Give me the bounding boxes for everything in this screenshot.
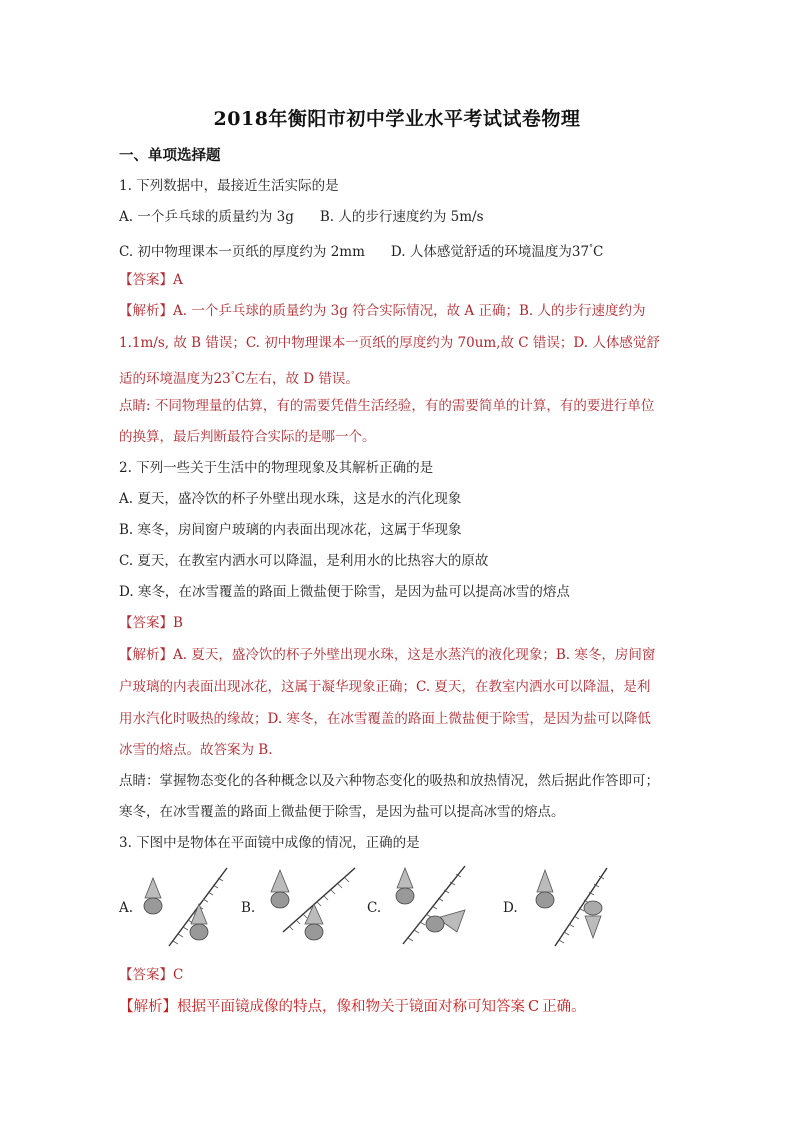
mirror-figure-c	[391, 862, 487, 950]
q1-answer	[119, 271, 183, 289]
q1-analysis-line-3: 适的环境温度为23°C左右，故 D 错误。	[119, 370, 359, 387]
q3-stem: 3. 下图中是物体在平面镜中成像的情况，正确的是	[119, 835, 420, 851]
q3-answer	[119, 966, 183, 984]
degree-symbol: °	[230, 370, 235, 379]
degree-symbol: °	[589, 243, 594, 252]
candle-object-c	[396, 868, 414, 904]
mirror-figure-b	[265, 862, 361, 950]
figure-label-c: C.	[367, 900, 382, 916]
q2-option-d: D. 寒冬，在冰雪覆盖的路面上微盐便于除雪，是因为盐可以提高冰雪的熔点	[119, 584, 570, 600]
q2-analysis-line-3: 用水汽化时吸热的缘故；D. 寒冬，在冰雪覆盖的路面上微盐便于除雪，是因为盐可以降低	[119, 711, 651, 727]
section-title: 一、单项选择题	[119, 147, 221, 164]
candle-image-a	[190, 904, 208, 940]
q2-analysis-line-2: 户玻璃的内表面出现冰花，这属于凝华现象正确；C. 夏天，在教室内洒水可以降温，是利	[119, 679, 651, 695]
q3-analysis: 【解析】根据平面镜成像的特点，像和物关于镜面对称可知答案 C 正确。	[119, 999, 586, 1015]
q2-option-c: C. 夏天，在教室内洒水可以降温，是利用水的比热容大的原故	[119, 553, 489, 569]
answer-value: B	[173, 615, 183, 631]
candle-image-c	[426, 910, 465, 932]
analysis-label: 【解析】	[119, 647, 173, 663]
q1-options-cd	[119, 239, 603, 261]
q2-option-b: B. 寒冬，房间窗户玻璃的内表面出现冰花，这属于华现象	[119, 522, 462, 538]
candle-object-a	[144, 878, 162, 914]
figure-label-d: D.	[503, 900, 518, 916]
candle-object-d	[536, 870, 554, 908]
figure-label-b: B.	[241, 900, 256, 916]
figure-label-a: A.	[119, 900, 134, 916]
q1-option-d: D. 人体感觉舒适的环境温度为37°C	[390, 243, 604, 260]
candle-object-b	[271, 870, 289, 908]
q2-analysis-line-1: 【解析】A. 夏天，盛冷饮的杯子外壁出现水珠，这是水蒸汽的液化现象；B. 寒冬，房间窗	[119, 647, 656, 663]
analysis-label: 【解析】	[119, 303, 173, 319]
q1-point-line-1: 点睛: 不同物理量的估算，有的需要凭借生活经验，有的需要简单的计算，有的要进行单位	[119, 398, 655, 414]
q1-stem: 1. 下列数据中，最接近生活实际的是	[119, 178, 339, 194]
candle-image-d	[584, 901, 602, 938]
q1-options-ab	[119, 208, 484, 226]
q1-analysis-line-2: 1.1m/s, 故 B 错误；C. 初中物理课本一页纸的厚度约为 70um,故 C 错误；D. 人体感觉舒	[119, 335, 660, 351]
q2-stem: 2. 下列一些关于生活中的物理现象及其解析正确的是	[119, 460, 434, 476]
q2-answer	[119, 614, 183, 632]
q1-option-c: C. 初中物理课本一页纸的厚度约为 2mm	[119, 244, 365, 260]
q2-analysis-line-4: 冰雪的熔点。故答案为 B.	[119, 742, 273, 758]
mirror-figure-d	[527, 862, 623, 950]
q2-point-line-1: 点睛：掌握物态变化的各种概念以及六种物态变化的吸热和放热情况，然后据此作答即可；	[119, 773, 659, 789]
q3-figures	[119, 862, 619, 952]
page-title: 2018年衡阳市初中学业水平考试试卷物理	[213, 108, 581, 130]
q2-point-line-2: 寒冬，在冰雪覆盖的路面上微盐便于除雪，是因为盐可以提高冰雪的熔点。	[119, 804, 565, 820]
q1-option-a: A. 一个乒乓球的质量约为 3g	[119, 209, 294, 225]
answer-label: 【答案】	[119, 967, 173, 983]
mirror-figure-a	[141, 862, 237, 950]
answer-value: A	[173, 272, 183, 288]
analysis-label: 【解析】	[119, 999, 177, 1015]
answer-label: 【答案】	[119, 615, 173, 631]
answer-value: C	[173, 967, 184, 983]
answer-label: 【答案】	[119, 272, 173, 288]
q2-option-a: A. 夏天，盛冷饮的杯子外壁出现水珠，这是水的汽化现象	[119, 491, 462, 507]
q1-option-b: B. 人的步行速度约为 5m/s	[319, 209, 484, 225]
q1-point-line-2: 的换算，最后判断最符合实际的是哪一个。	[119, 429, 376, 445]
q1-analysis-line-1: 【解析】A. 一个乒乓球的质量约为 3g 符合实际情况，故 A 正确；B. 人的步行速度约为	[119, 303, 646, 319]
